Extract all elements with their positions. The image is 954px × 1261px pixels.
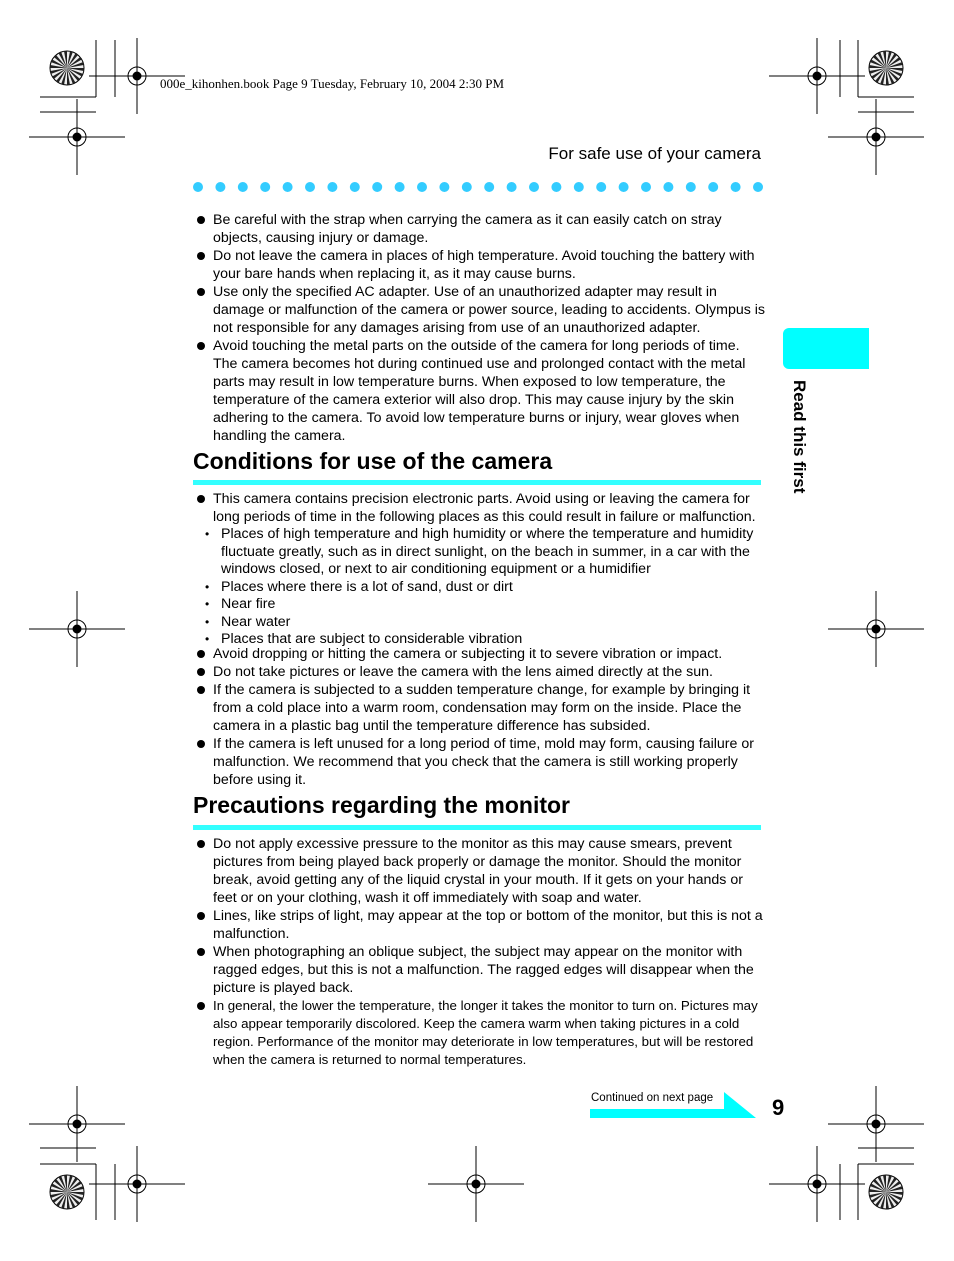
- decor-dot: [439, 182, 449, 192]
- decor-dot: [215, 182, 225, 192]
- registration-mark-icon: [828, 591, 924, 667]
- list-item: If the camera is subjected to a sudden temperature change, for example by bringing it from a cold place into a warm room, condensation may form on the inside. Place the camera in a plastic bag until the temperature difference has subsided.: [193, 681, 765, 735]
- list-item: Be careful with the strap when carrying the camera as it can easily catch on stray objects, causing injury or damage.: [193, 211, 765, 247]
- registration-mark-icon: [29, 99, 125, 175]
- list-item: [193, 490, 765, 526]
- side-tab: [783, 328, 869, 369]
- decor-dot: [708, 182, 718, 192]
- registration-mark-icon: [769, 38, 865, 114]
- sub-list-item: • Places that are subject to considerable vibration: [193, 631, 765, 649]
- decor-dot: [686, 182, 696, 192]
- list-item: When photographing an oblique subject, the subject may appear on the monitor with ragged edges, but this is not a malfunction. The ragged edges will disappear when the picture is played back.: [193, 943, 765, 997]
- decor-dot: [596, 182, 606, 192]
- decor-dot: [238, 182, 248, 192]
- conditions-bullet-list-2: [193, 645, 765, 789]
- list-item: Do not apply excessive pressure to the monitor as this may cause smears, prevent pictures from being played back properly or damage the monitor. Should the monitor break, avoid getting any of the liquid crystal in your mouth. If it gets on your hands or feet or on your clothing, wash it off immediately with soap and water.: [193, 835, 765, 907]
- conditions-sub-list: [193, 526, 765, 649]
- starburst-target-icon: [869, 51, 903, 85]
- registration-mark-icon: [89, 1146, 185, 1222]
- sub-list-item: • Places where there is a lot of sand, dust or dirt: [193, 579, 765, 597]
- registration-mark-icon: [428, 1146, 524, 1222]
- starburst-target-icon: [50, 51, 84, 85]
- starburst-target-icon: [50, 1175, 84, 1209]
- decor-dot: [462, 182, 472, 192]
- decor-dot: [327, 182, 337, 192]
- decor-dot: [372, 182, 382, 192]
- decor-dot: [641, 182, 651, 192]
- continued-label: Continued on next page: [591, 1092, 714, 1104]
- running-head: For safe use of your camera: [548, 144, 761, 163]
- side-tab-text: Read this first: [790, 380, 809, 494]
- registration-mark-icon: [769, 1146, 865, 1222]
- heading-underline: [193, 825, 761, 830]
- decor-dot: [283, 182, 293, 192]
- starburst-target-icon: [869, 1175, 903, 1209]
- decor-dot: [619, 182, 629, 192]
- page-number: 9: [772, 1095, 785, 1120]
- decor-dot: [260, 182, 270, 192]
- list-item: Avoid touching the metal parts on the outside of the camera for long periods of time. The camera becomes hot during continued use and prolonged contact with the metal parts may result in low temperature burns. When exposed to low temperature, the temperature of the camera exterior will also drop. This may cause injury by the skin adhering to the camera. To avoid low temperature burns or injury, wear gloves when handling the camera.: [193, 337, 765, 445]
- sub-list-item: • Near fire: [193, 596, 765, 614]
- decor-dot: [753, 182, 763, 192]
- intro-bullet-list: [193, 211, 765, 445]
- registration-mark-icon: [828, 99, 924, 175]
- decor-dot: [350, 182, 360, 192]
- heading-underline: [193, 480, 761, 485]
- decor-dot: [574, 182, 584, 192]
- monitor-bullet-list: [193, 835, 765, 1069]
- decor-dot: [507, 182, 517, 192]
- decor-dot: [417, 182, 427, 192]
- list-item: Avoid dropping or hitting the camera or subjecting it to severe vibration or impact.: [193, 645, 765, 663]
- list-item: Lines, like strips of light, may appear at the top or bottom of the monitor, but this is not a malfunction.: [193, 907, 765, 943]
- section-heading-conditions: Conditions for use of the camera: [193, 448, 553, 474]
- decor-dot: [305, 182, 315, 192]
- conditions-bullet-list: [193, 490, 765, 526]
- list-item: If the camera is left unused for a long period of time, mold may form, causing failure or malfunction. We recommend that you check that the camera is still working properly before using it.: [193, 735, 765, 789]
- list-item: Do not take pictures or leave the camera with the lens aimed directly at the sun.: [193, 663, 765, 681]
- decor-dot: [551, 182, 561, 192]
- decor-dot: [663, 182, 673, 192]
- book-info: 000e_kihonhen.book Page 9 Tuesday, February 10, 2004 2:30 PM: [160, 76, 505, 91]
- decor-dot: [395, 182, 405, 192]
- side-tab-label: [783, 380, 809, 520]
- decor-dot: [484, 182, 494, 192]
- list-item: Use only the specified AC adapter. Use of an unauthorized adapter may result in damage or malfunction of the camera or power source, leading to accidents. Olympus is not responsible for any damages arising from use of an unauthorized adapter.: [193, 283, 765, 337]
- registration-mark-icon: [828, 1086, 924, 1162]
- sub-list-item: • Near water: [193, 614, 765, 632]
- decor-dot: [529, 182, 539, 192]
- registration-mark-icon: [29, 591, 125, 667]
- registration-mark-icon: [29, 1086, 125, 1162]
- decor-dot: [193, 182, 203, 192]
- section-heading-monitor: Precautions regarding the monitor: [193, 792, 570, 818]
- list-item: Do not leave the camera in places of high temperature. Avoid touching the battery with your bare hands when replacing it, as it may cause burns.: [193, 247, 765, 283]
- sub-list-item: • Places of high temperature and high humidity or where the temperature and humidity fluctuate greatly, such as in direct sunlight, on the beach in summer, in a car with the windows closed, or next to air conditioning equipment or a humidifier: [193, 526, 765, 579]
- dot-divider: [193, 181, 763, 193]
- list-item-text: This camera contains precision electronic parts. Avoid using or leaving the camera for long periods of time in the following places as this could result in failure or malfunction.: [213, 491, 756, 525]
- decor-dot: [731, 182, 741, 192]
- list-item: In general, the lower the temperature, the longer it takes the monitor to turn on. Pictures may also appear temporarily discolored. Keep the camera warm when taking pictures in a cold region. Performance of the monitor may deteriorate in low temperatures, but will be restored when the camera is returned to normal temperatures.: [193, 997, 765, 1069]
